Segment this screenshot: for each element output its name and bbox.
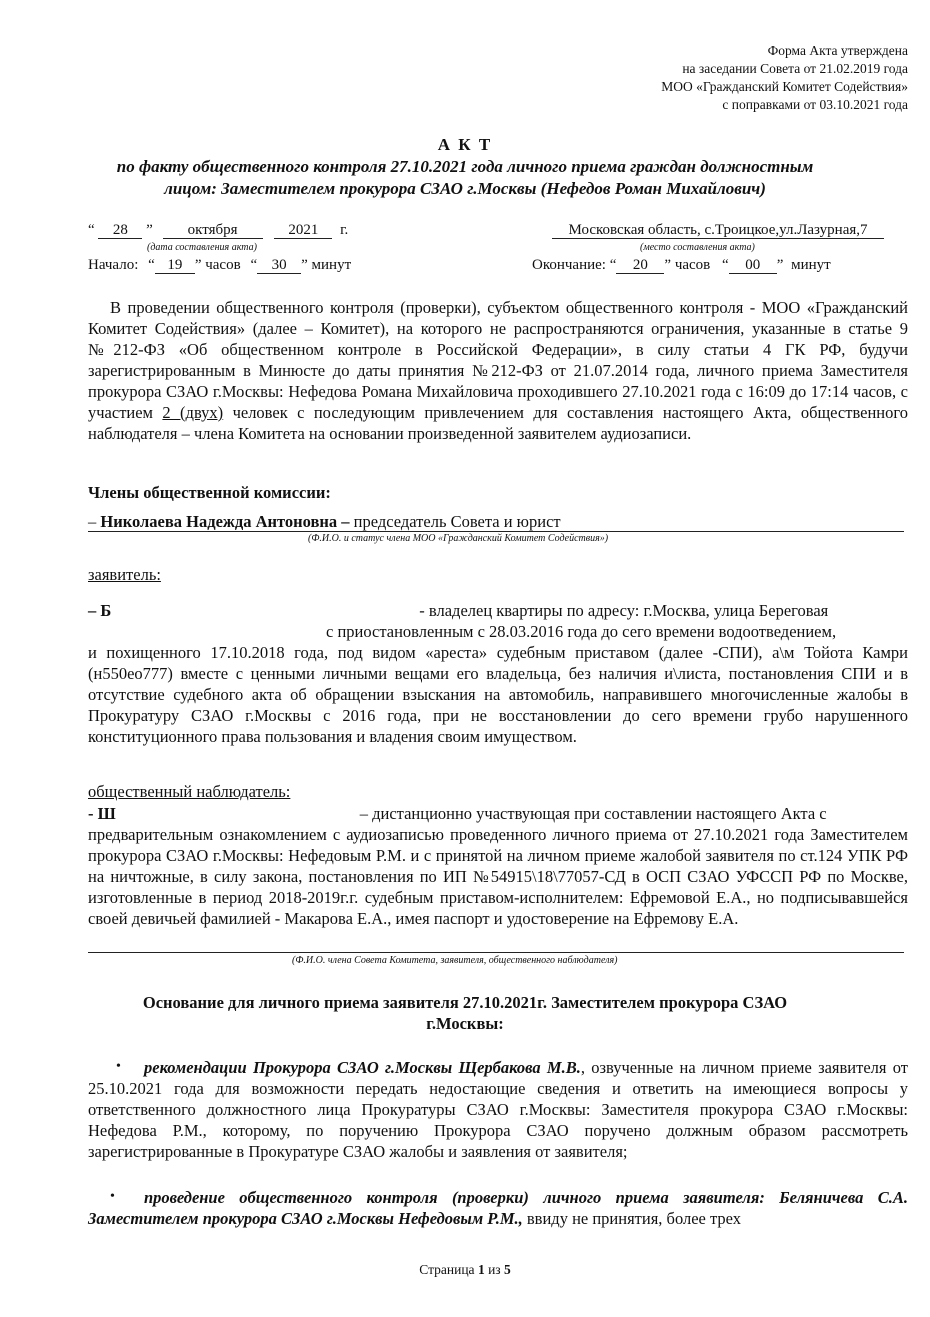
commission-heading: Члены общественной комиссии: bbox=[88, 483, 331, 502]
page-number: 1 bbox=[477, 1262, 485, 1277]
basis-item-1-emphasis: рекомендации Прокурора СЗАО г.Москвы Щербакова М.В. bbox=[144, 1058, 581, 1077]
basis-heading-line-2: г.Москвы: bbox=[426, 1014, 504, 1033]
member-caption: (Ф.И.О. и статус члена МОО «Гражданский Комитет Содействия») bbox=[308, 533, 609, 544]
observer-text-1: – дистанционно участвующая при составлении настоящего Акта с bbox=[359, 804, 827, 823]
date-field bbox=[88, 222, 348, 239]
place-caption: (место составления акта) bbox=[640, 242, 755, 253]
applicant-label: заявитель: bbox=[88, 565, 161, 584]
date-day: 28 bbox=[98, 222, 142, 239]
place-field bbox=[552, 222, 884, 239]
approval-note-line-1: Форма Акта утверждена bbox=[767, 43, 908, 58]
basis-heading-line-1: Основание для личного приема заявителя 27.10.2021г. Заместителем прокурора СЗАО bbox=[142, 993, 788, 1012]
date-year-suffix: г. bbox=[340, 222, 349, 238]
basis-item-1 bbox=[88, 1057, 908, 1162]
basis-item-1-text: , озвученные на личном приеме заявителя от 25.10.2021 года для возможности передать недостающие сведения и ответить на имеющиеся вопросы у ответственного должностного лица Прокуратуры СЗАО г.Москвы: Заместителя прокурора СЗАО г.Москвы: Нефедова Р.М., которому, по поручению Прокурора СЗАО поручено должным образом рассмотреть зарегистрированные в Прокуратуре СЗАО жалобы и заявления от заявителя; bbox=[88, 1058, 908, 1161]
place-value: Московская область, с.Троицкое,ул.Лазурная,7 bbox=[552, 222, 884, 239]
start-hours-word: часов bbox=[205, 257, 241, 273]
date-caption: (дата составления акта) bbox=[147, 242, 257, 253]
observer-line-1 bbox=[88, 803, 908, 824]
end-label: Окончание: bbox=[532, 257, 606, 273]
end-minutes: 00 bbox=[729, 257, 777, 274]
page-counter bbox=[0, 1262, 930, 1278]
commission-member bbox=[88, 511, 908, 532]
start-time-field: Начало: “ 19 ” часов “ 30 ” минут bbox=[88, 257, 352, 273]
observer-label: общественный наблюдатель: bbox=[88, 782, 291, 801]
observer-caption: (Ф.И.О. члена Совета Комитета, заявителя, общественного наблюдателя) bbox=[292, 955, 618, 966]
applicant-paragraph: и похищенного 17.10.2018 года, под видом «ареста» судебным приставом (далее -СПИ), а\м Тойота Камри (н550ео777) вместе с ценными личными вещами его владельца, без наличия и\листа, постановления СПИ и в отсутствие судебного акта об обращении взыскания на автомобиль, направившего многочисленные жалобы в Прокуратуру СЗАО г.Москвы с 2016 года, при не восстановлении до сего времени грубо нарушенного конституционного права пользования и владения своим имуществом. bbox=[88, 643, 908, 746]
end-hours: 20 bbox=[616, 257, 664, 274]
date-quote-open: “ bbox=[88, 222, 95, 238]
date-quote-close: ” bbox=[146, 222, 153, 238]
applicant-line-1 bbox=[88, 600, 908, 621]
end-time-field: Окончание: “ 20 ” часов “ 00 ” минут bbox=[532, 257, 831, 273]
start-hours: 19 bbox=[155, 257, 195, 274]
basis-item-2 bbox=[88, 1187, 908, 1229]
intro-text-part-1: В проведении общественного контроля (проверки), субъектом общественного контроля - МОО «Гражданский Комитет Содействия» (далее – Комитет), на которого не распространяются ограничения, указанные в статье 9 №212-ФЗ «Об общественном контроле в Российской Федерации», в силу статьи 4 ГК РФ, будучи зарегистрированным в Минюсте до даты принятия №212-ФЗ от 21.07.2014 года, личного приема Заместителя прокурора СЗАО г.Москвы: Нефедова Романа Михайловича проходившего 27.10.2021 года с 16:09 до 17:14 часов, с участием bbox=[88, 298, 908, 422]
document-subtitle-line-2: лицом: Заместителем прокурора СЗАО г.Москвы (Нефедов Роман Михайлович) bbox=[164, 179, 766, 198]
observer-name-prefix: - Ш bbox=[88, 804, 116, 823]
member-underline bbox=[88, 531, 904, 532]
start-minutes-word: минут bbox=[311, 257, 352, 273]
member-role: председатель Совета и юрист bbox=[349, 512, 561, 531]
document-title: А К Т bbox=[437, 135, 493, 154]
bullet-2: • bbox=[110, 1189, 115, 1204]
intro-text-part-2: человек с последующим привлечением для составления настоящего Акта, общественного наблюдателя – члена Комитета на основании произведенной заявителем аудиозаписи. bbox=[88, 403, 908, 443]
approval-note-line-2: на заседании Совета от 21.02.2019 года bbox=[682, 61, 908, 76]
page-word: Страница bbox=[419, 1262, 475, 1277]
member-dash: – bbox=[88, 512, 97, 531]
participants-count: 2 (двух) bbox=[162, 403, 224, 422]
applicant-drainage-text: с приостановленным с 28.03.2016 года до сего времени водоотведением, bbox=[326, 622, 837, 641]
start-label: Начало: bbox=[88, 257, 139, 273]
approval-note-line-3: МОО «Гражданский Комитет Содействия» bbox=[661, 79, 908, 94]
observer-underline bbox=[88, 952, 904, 953]
basis-item-2-text: ввиду не принятия, более трех bbox=[522, 1209, 742, 1228]
approval-note-line-4: с поправками от 03.10.2021 года bbox=[722, 97, 908, 112]
date-month: октября bbox=[163, 222, 263, 239]
observer-paragraph: предварительным ознакомлением с аудиозаписью проведенного личного приема от 27.10.2021 года Заместителем прокурора СЗАО г.Москвы: Нефедовым Р.М. и с принятой на личном приеме жалобой заявителя по ст.124 УПК РФ на ничтожные, в силу закона, постановления по ИП №54915\18\77057-СД в ОСП СЗАО УФССП РФ по Москве, изготовленные в период 2018-2019г.г. судебным приставом-исполнителем: Ефремовой Е.А., но подписывавшейся своей девичьей фамилией - Макарова Е.А., имея паспорт и удостоверение на Ефремову Е.А. bbox=[88, 825, 908, 928]
page-total: 5 bbox=[504, 1262, 511, 1277]
intro-paragraph bbox=[88, 297, 908, 444]
bullet-1: • bbox=[116, 1059, 121, 1074]
applicant-address: - владелец квартиры по адресу: г.Москва, улица Береговая bbox=[419, 601, 829, 620]
of-word: из bbox=[488, 1262, 501, 1277]
document-subtitle-line-1: по факту общественного контроля 27.10.2021 года личного приема граждан должностным bbox=[116, 157, 814, 176]
date-year: 2021 bbox=[274, 222, 332, 239]
applicant-line-2 bbox=[88, 621, 908, 642]
end-hours-word: часов bbox=[674, 257, 711, 273]
end-minutes-word: минут bbox=[791, 257, 831, 273]
start-minutes: 30 bbox=[257, 257, 301, 274]
basis-item-2-emphasis: проведение общественного контроля (проверки) личного приема заявителя: Беляничева С.А. Заместителем прокурора СЗАО г.Москвы Нефедовым Р.М., bbox=[88, 1188, 908, 1228]
applicant-name-prefix: – Б bbox=[88, 601, 112, 620]
member-name: Николаева Надежда Антоновна – bbox=[100, 512, 350, 531]
